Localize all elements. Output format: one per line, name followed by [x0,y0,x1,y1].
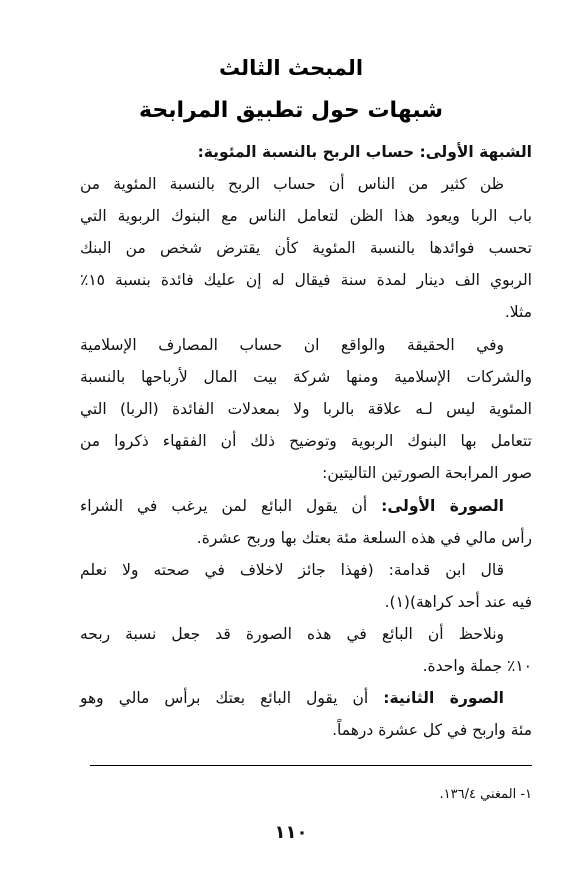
text-line [80,204,532,228]
line-text: قال ابن قدامة: (فهذا جائز لاخلاف في صحته ولا نعلم [80,561,504,579]
section-subtitle: شبهات حول تطبيق المرابحة [139,98,443,123]
text-line [80,365,532,389]
line-text: ونلاحظ أن البائع في هذه الصورة قد جعل نسبة ربحه [80,625,504,643]
line-text: تحسب فوائدها بالنسبة المئوية كأن يقترض شخص من البنك [80,239,532,257]
line-text: تتعامل بها البنوك الربوية وتوضيح ذلك أن الفقهاء ذكروا من [80,432,532,450]
line-text: المئوية ليس لـه علاقة بالربا ولا بمعدلات الفائدة (الربا) التي [80,400,532,418]
line-text: صور المرابحة الصورتين التاليتين: [322,464,532,482]
text-line [80,268,532,292]
text-line [80,429,532,453]
line-bold: الصورة الأولى: [381,497,504,515]
footnote-divider [90,765,532,766]
text-line [80,461,532,485]
line-text: أن يقول البائع لمن يرغب في الشراء [80,497,382,515]
text-line [80,590,532,614]
text-line [80,686,504,710]
line-text: باب الربا ويعود هذا الظن لتعامل الناس مع البنوك الربوية التي [80,207,532,225]
text-line [80,236,532,260]
line-text: فيه عند أحد كراهة)(١). [384,593,532,611]
text-line [80,397,532,421]
line-text: رأس مالي في هذه السلعة مئة بعتك بها وربح عشرة. [196,529,532,547]
line-text: أن يقول البائع بعتك برأس مالي وهو [80,689,384,707]
text-line [80,333,504,357]
line-text: والشركات الإسلامية ومنها شركة بيت المال لأرباحها بالنسبة [80,368,532,386]
line-bold: الصورة الثانية: [383,689,504,707]
line-text: الربوي الف دينار لمدة سنة فيقال له إن عليك فائدة بنسبة ١٥٪ [80,271,532,289]
line-text: ظن كثير من الناس أن حساب الربح بالنسبة المئوية من [80,175,504,193]
line-text: مئة واربح في كل عشرة درهماً. [332,721,532,739]
text-line [80,140,532,164]
text-line [80,654,532,678]
text-line [80,558,504,582]
section-title: المبحث الثالث [218,56,364,80]
text-line [80,494,504,518]
line-text: ١٠٪ جملة واحدة. [422,657,532,675]
text-line [80,300,532,324]
text-line [80,718,532,742]
text-line [80,526,532,550]
text-line [80,172,504,196]
line-text: مثلا. [504,303,532,321]
text-line [80,622,504,646]
line-text: وفي الحقيقة والواقع ان حساب المصارف الإسلامية [80,336,504,354]
footnote: ١- المغني ١٣٦/٤. [439,787,532,802]
line-bold: الشبهة الأولى: حساب الربح بالنسبة المئوية: [197,143,532,161]
page-number: ١١٠ [274,822,308,843]
